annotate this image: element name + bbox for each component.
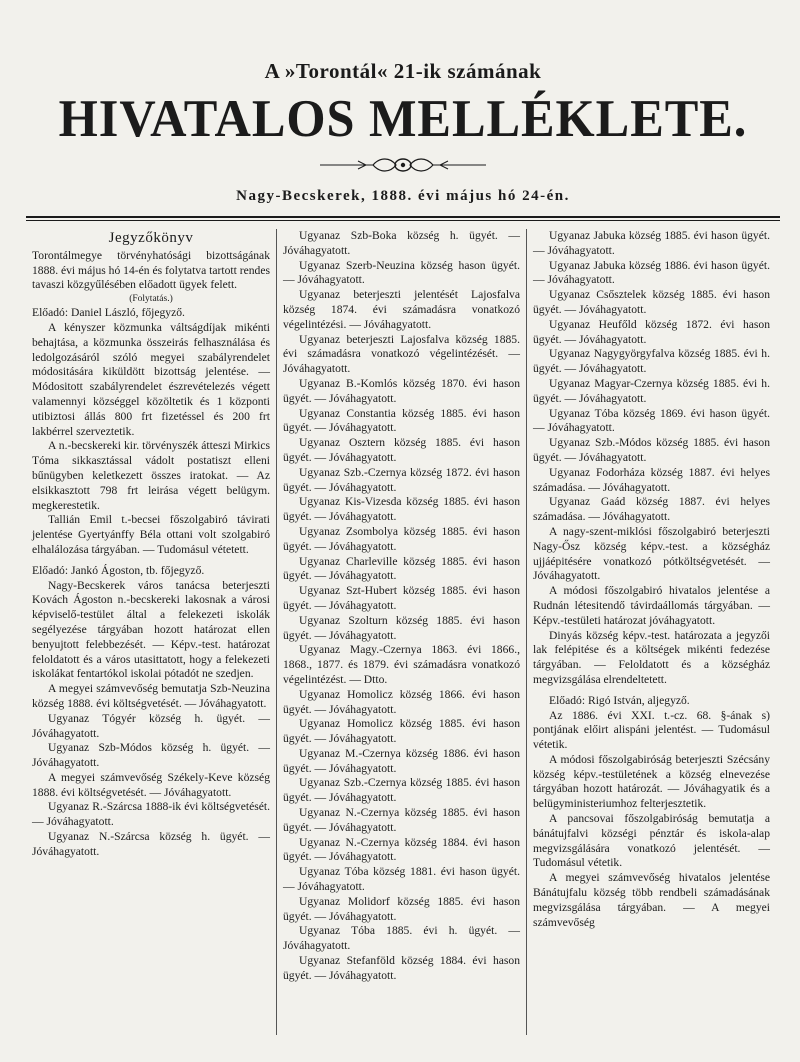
main-title: HIVATALOS MELLÉKLETE. xyxy=(58,90,748,148)
paragraph: Ugyanaz Tóba község 1881. évi hason ügyét. — Jóváhagyatott. xyxy=(283,865,520,894)
paragraph: Ugyanaz Tóba 1885. évi h. ügyét. — Jóváhagyatott. xyxy=(283,924,520,953)
paragraph: A nagy-szent-miklósi főszolgabiró beterjeszti Nagy-Ősz község képv.-test. a községház ujjáépitésére vonatkozó pótköltségvetését. — Jóváhagyatott. xyxy=(533,524,770,583)
paragraph: Ugyanaz Homolicz község 1866. évi hason ügyét. — Jóváhagyatott. xyxy=(283,687,520,716)
column-1 xyxy=(26,229,276,1035)
paragraph: Tallián Emil t.-becsei főszolgabiró távirati jelentése Gyertyánffy Béla ottani volt szolgabiró elhalálozása tárgyában. — Tudomásul vétetett. xyxy=(32,513,270,556)
article-heading: Jegyzőkönyv xyxy=(108,230,194,246)
paragraph: Dinyás község képv.-test. határozata a jegyzői lak felépitése és a költségek mikénti fedezése tárgyában. — Feloldatott és a községház megvizsgálása elrendeltetett. xyxy=(533,628,770,686)
paragraph: Az 1886. évi XXI. t.-cz. 68. §-ának s) pontjának előirt alispáni jelentést. — Tudomásul vétetik. xyxy=(533,708,770,752)
paragraph: A megyei számvevőség bemutatja Szb-Neuzina község 1888. évi költségvetését. — Jóváhagyatott. xyxy=(32,682,270,710)
paragraph: Ugyanaz Molidorf község 1885. évi hason ügyét. — Jóváhagyatott. xyxy=(283,894,520,923)
paragraph: Ugyanaz N.-Szárcsa község h. ügyét. — Jóváhagyatott. xyxy=(32,830,270,858)
paragraph: Ugyanaz Kis-Vizesda község 1885. évi hason ügyét. — Jóváhagyatott. xyxy=(283,495,520,524)
paragraph: Ugyanaz Fodorháza község 1887. évi helyes számadása. — Jóváhagyatott. xyxy=(533,465,770,494)
paragraph: A módosi főszolgabiróság beterjeszti Szécsány község képv.-testületének a község elnevezése tárgyában hozott határozát. — Jóváhagyatik és a belügyministeriumhoz felterjesztetik. xyxy=(533,752,770,811)
presenter-line: Előadó: Jankó Ágoston, tb. főjegyző. xyxy=(32,563,205,577)
paragraph: A megyei számvevőség hivatalos jelentése Bánátujfalu község több rendbeli számadásának megvizsgálása tárgyában. — A megyei számvevőség xyxy=(533,871,770,929)
paragraph: A n.-becskereki kir. törvényszék átteszi Mirkics Tóma sikkasztással vádolt postatiszt elleni bűnügyben keletkezett összes iratokat. — Az elsikkasztott 798 frt leirása végett belügym. megkerestetik. xyxy=(32,439,270,512)
paragraph: Ugyanaz Csősztelek község 1885. évi hason ügyét. — Jóváhagyatott. xyxy=(533,288,770,316)
paragraph: Ugyanaz M.-Czernya község 1886. évi hason ügyét. — Jóváhagyatott. xyxy=(283,746,520,775)
continuation-note: (Folytatás.) xyxy=(129,294,173,305)
paragraph: Ugyanaz Jabuka község 1885. évi hason ügyét. — Jóváhagyatott. xyxy=(533,229,770,257)
article-columns xyxy=(26,229,780,1035)
paragraph: A módosi főszolgabiró hivatalos jelentése a Rudnán létesitendő távirdaállomás tárgyában. — Képv.-testületi határozat jóváhagyatott. xyxy=(533,584,770,627)
paragraph: Nagy-Becskerek város tanácsa beterjeszti Kovách Ágoston n.-becskereki lakosnak a városi képviselő-testület által a felekezeti iskolák segélyezése tárgyában hozott határozat ellen benyujtott felebbezését. — Képv.-test. határozat feloldatott és a város utasittatott, hogy a felekezeti iskolákat fentartókol iskolai pótadót ne szedjen. xyxy=(32,578,270,681)
paragraph: Torontálmegye törvényhatósági bizottságának 1888. évi május hó 14-én és folytatva tartott rendes tavaszi közgyűlésében előadott ügyek felett. xyxy=(32,248,270,292)
paragraph: Ugyanaz Szb.-Czernya község 1885. évi hason ügyét. — Jóváhagyatott. xyxy=(283,776,520,805)
paragraph: Ugyanaz R.-Szárcsa 1888-ik évi költségvetését. — Jóváhagyatott. xyxy=(32,800,270,829)
presenter-line: Előadó: Daniel László, főjegyző. xyxy=(32,306,185,320)
paragraph: Ugyanaz Gaád község 1887. évi helyes számadása. — Jóváhagyatott. xyxy=(533,495,770,524)
paragraph: Ugyanaz Nagygyörgyfalva község 1885. évi h. ügyét. — Jóváhagyatott. xyxy=(533,347,770,376)
paragraph: Ugyanaz Constantia község 1885. évi hason ügyét. — Jóváhagyatott. xyxy=(283,406,520,435)
paragraph: Ugyanaz Charleville község 1885. évi hason ügyét. — Jóváhagyatott. xyxy=(283,554,520,583)
paragraph: Ugyanaz Magyar-Czernya község 1885. évi h. ügyét. — Jóváhagyatott. xyxy=(533,376,770,405)
paragraph: Ugyanaz Szb.-Módos község 1885. évi hason ügyét. — Jóváhagyatott. xyxy=(533,436,770,464)
header-rule xyxy=(26,216,780,221)
column-3 xyxy=(526,229,776,1035)
paragraph: Ugyanaz B.-Komlós község 1870. évi hason ügyét. — Jóváhagyatott. xyxy=(283,376,520,405)
paragraph: Ugyanaz Osztern község 1885. évi hason ügyét. — Jóváhagyatott. xyxy=(283,436,520,464)
paragraph: A pancsovai főszolgabiróság bemutatja a bánátujfalvi községi pénztár és iskola-alap megvizsgálására vonatkozó jelentését. — Tudomásul vétetik. xyxy=(533,812,770,870)
paragraph: Ugyanaz beterjeszti Lajosfalva község 1885. évi számadásra vonatkozó végelintézését. — Jóváhagyatott. xyxy=(283,332,520,376)
paragraph: Ugyanaz Jabuka község 1886. évi hason ügyét. — Jóváhagyatott. xyxy=(533,258,770,287)
paragraph: Ugyanaz Tóba község 1869. évi hason ügyét. — Jóváhagyatott. xyxy=(533,406,770,435)
paragraph: Ugyanaz Szerb-Neuzina község hason ügyét. — Jóváhagyatott. xyxy=(283,258,520,287)
paragraph: Ugyanaz Magy.-Czernya 1863. évi 1866., 1868., 1877. és 1879. évi számadásra vonatkozó végelintézést. — Dtto. xyxy=(283,643,520,686)
paragraph: A kényszer közmunka váltságdíjak mikénti behajtása, a közmunka összeirás felhasználása és ledolgozásáról szóló megyei szabályrendelet módositására kiküldött bizottság jelentése. — Módositott szabályrendelet észrevételezés végett valamennyi községgel közöltetik és 1 központi utibiztosi állás 800 frt fizetéssel és 200 frt lakbérrel szerveztetik. xyxy=(32,320,270,438)
dateline: Nagy-Becskerek, 1888. évi május hó 24-én. xyxy=(236,188,570,204)
paragraph: Ugyanaz N.-Czernya község 1885. évi hason ügyét. — Jóváhagyatott. xyxy=(283,806,520,834)
presenter-line: Előadó: Rigó István, aljegyző. xyxy=(549,693,690,707)
paragraph: Ugyanaz Szolturn község 1885. évi hason ügyét. — Jóváhagyatott. xyxy=(283,613,520,642)
paragraph: Ugyanaz Tógyér község h. ügyét. — Jóváhagyatott. xyxy=(32,711,270,740)
paragraph: Ugyanaz Szb-Boka község h. ügyét. — Jóváhagyatott. xyxy=(283,229,520,257)
paragraph: Ugyanaz Szb-Módos község h. ügyét. — Jóváhagyatott. xyxy=(32,741,270,770)
paragraph: Ugyanaz N.-Czernya község 1884. évi hason ügyét. — Jóváhagyatott. xyxy=(283,835,520,864)
paragraph: Ugyanaz beterjeszti jelentését Lajosfalva község 1874. évi számadásra vonatkozó végelintézési. — Jóváhagyatott. xyxy=(283,288,520,331)
paragraph: Ugyanaz Stefanföld község 1884. évi hason ügyét. — Jóváhagyatott. xyxy=(283,954,520,982)
paragraph: Ugyanaz Homolicz község 1885. évi hason ügyét. — Jóváhagyatott. xyxy=(283,717,520,746)
column-2 xyxy=(276,229,526,1035)
paragraph: Ugyanaz Zsombolya község 1885. évi hason ügyét. — Jóváhagyatott. xyxy=(283,524,520,553)
paragraph: Ugyanaz Heufőld község 1872. évi hason ügyét. — Jóváhagyatott. xyxy=(533,317,770,346)
paragraph: A megyei számvevőség Székely-Keve község 1888. évi költségvetését. — Jóváhagyatott. xyxy=(32,770,270,799)
ornament-divider-icon xyxy=(26,154,780,178)
paragraph: Ugyanaz Szb.-Czernya község 1872. évi hason ügyét. — Jóváhagyatott. xyxy=(283,465,520,494)
supertitle: A »Torontál« 21-ik számának xyxy=(264,59,542,83)
masthead xyxy=(26,0,780,221)
paragraph: Ugyanaz Szt-Hubert község 1885. évi hason ügyét. — Jóváhagyatott. xyxy=(283,584,520,612)
